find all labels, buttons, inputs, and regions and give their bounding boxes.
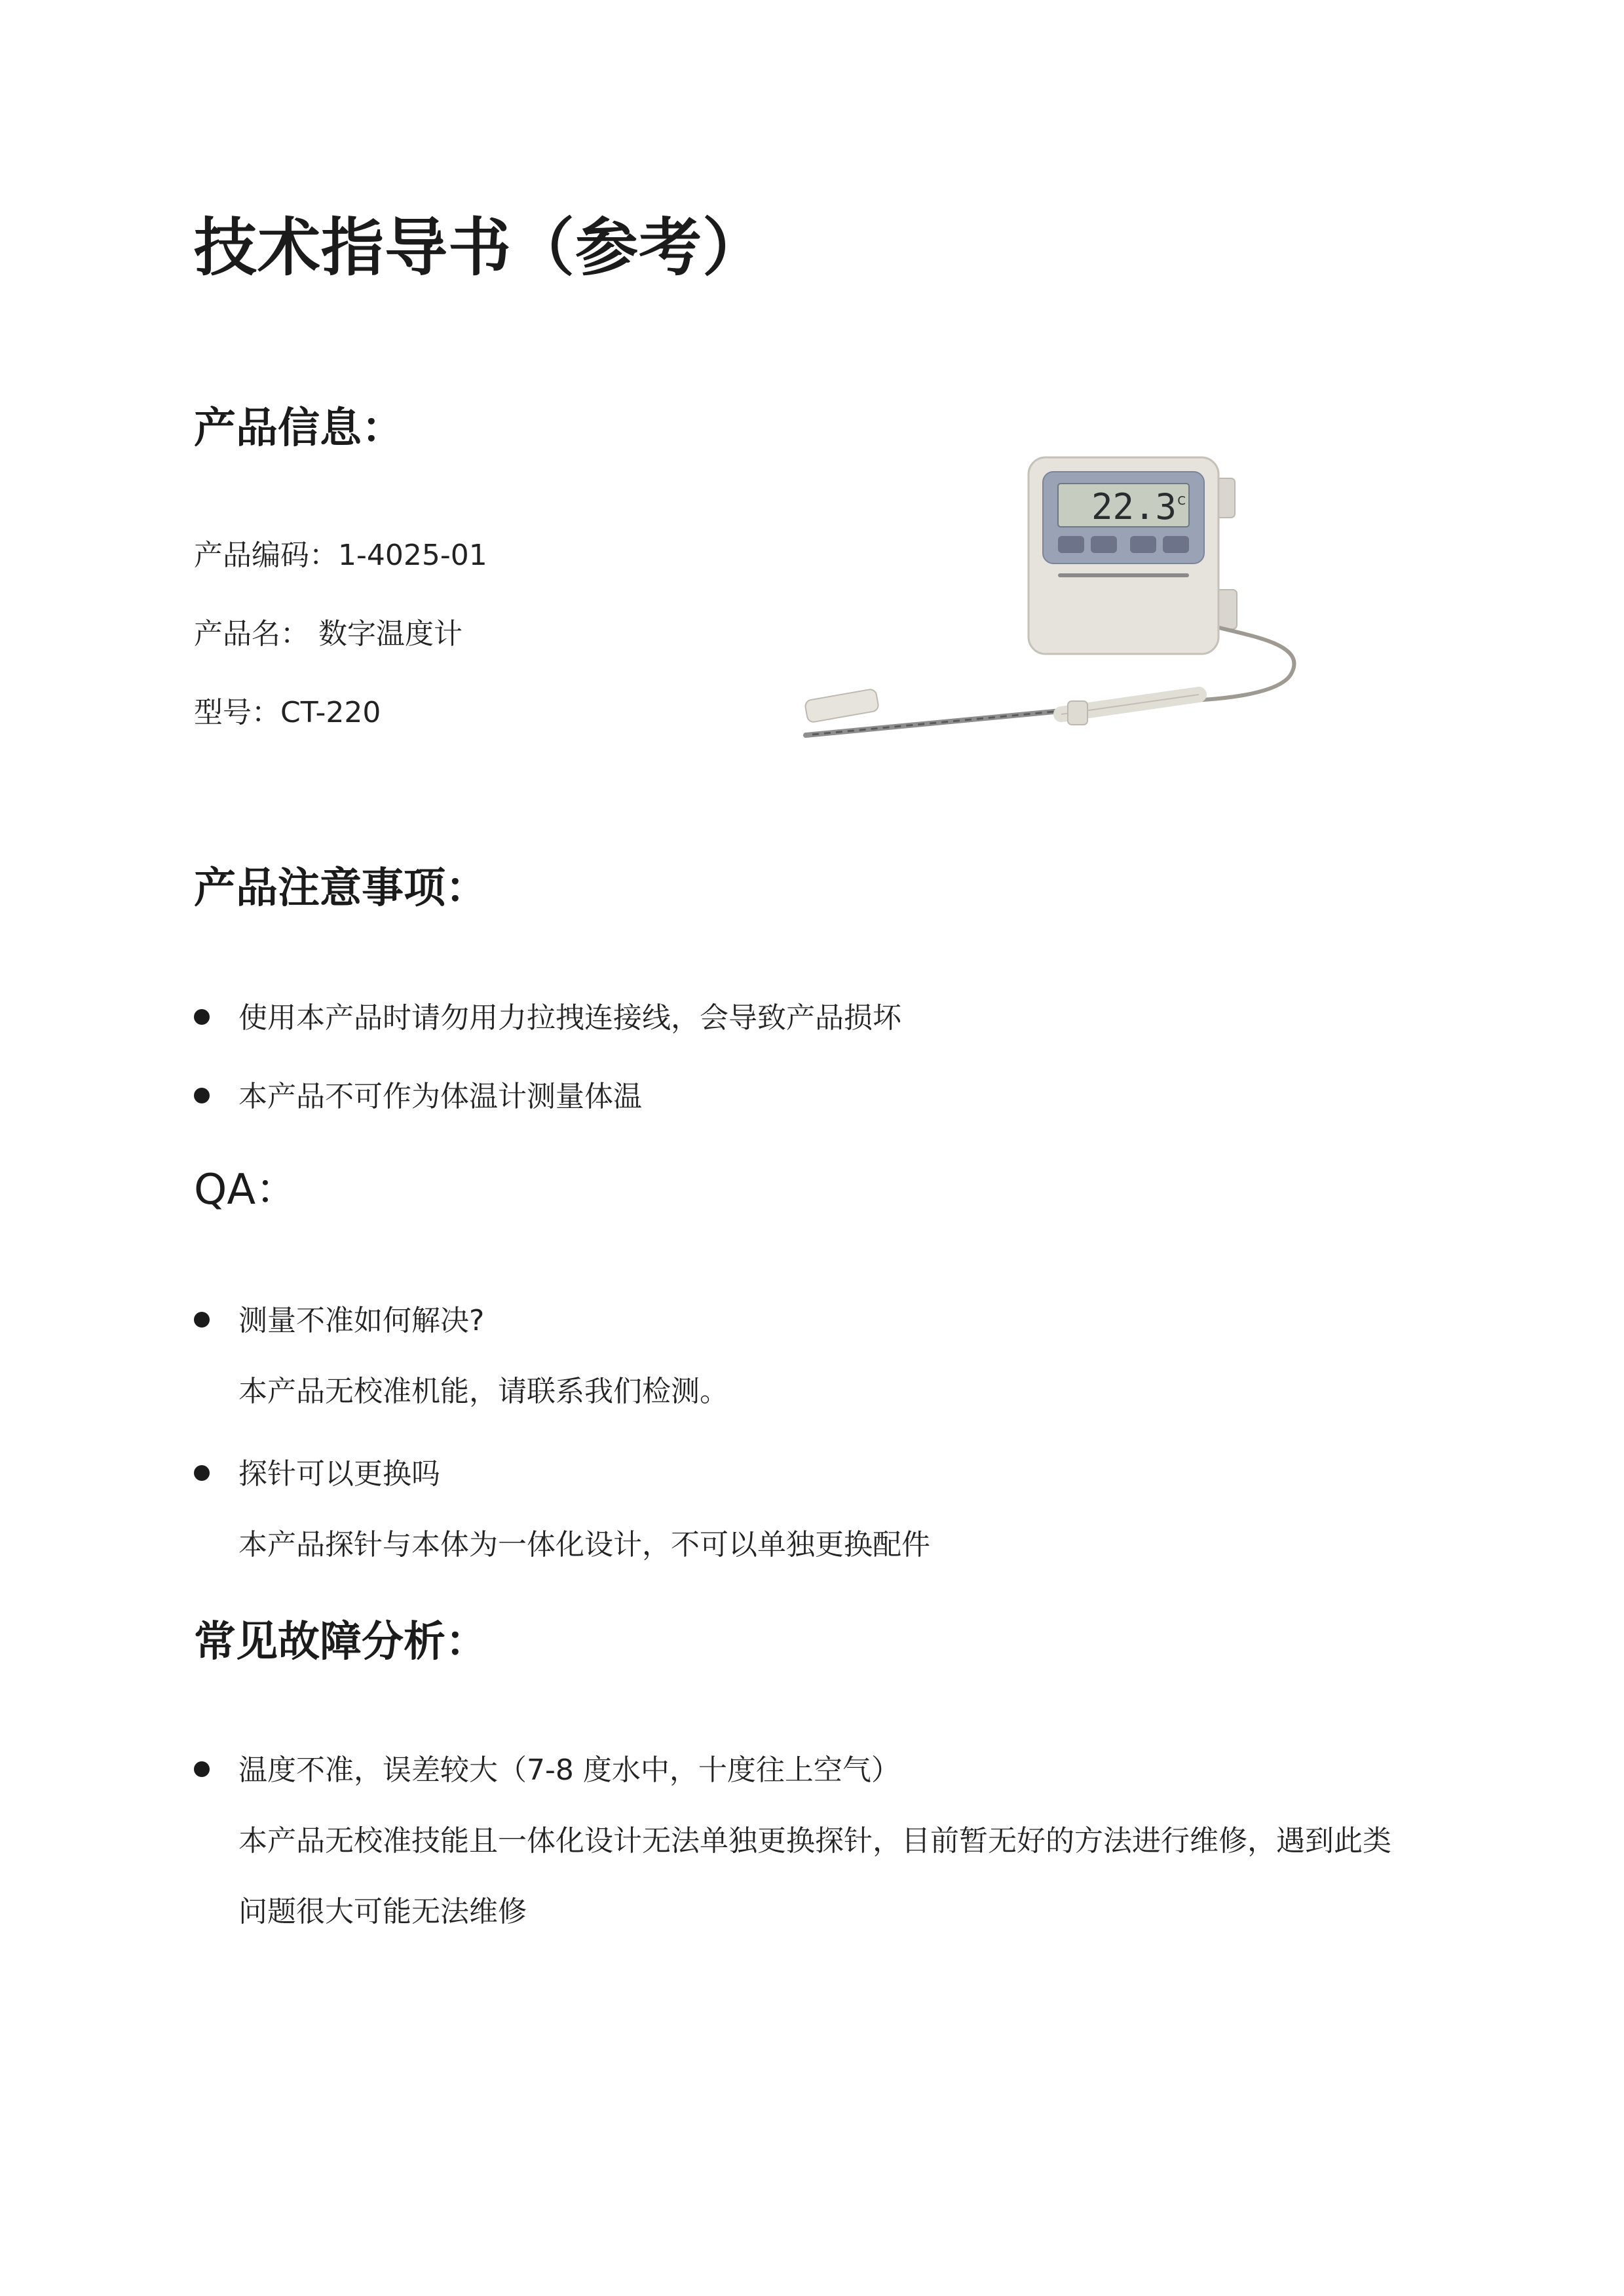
precautions-heading: 产品注意事项：: [194, 864, 487, 913]
qa-answer: 本产品探针与本体为一体化设计，不可以单独更换配件: [238, 1528, 930, 1561]
bullet-icon: [194, 1312, 210, 1328]
qa-answer: 本产品无校准机能，请联系我们检测。: [238, 1375, 728, 1408]
bullet-icon: [194, 1088, 210, 1103]
display-reading: 22.3: [1091, 486, 1177, 527]
document-title: 技术指导书（参考）: [194, 211, 766, 284]
qa-heading: QA：: [194, 1166, 298, 1214]
digital-thermometer-icon: [793, 452, 1317, 747]
list-item: [194, 1751, 900, 1790]
list-item: [194, 1455, 440, 1494]
list-item: [194, 1301, 484, 1341]
qa-question: 测量不准如何解决?: [238, 1304, 485, 1337]
product-info-heading: 产品信息：: [194, 404, 404, 453]
product-model: 型号：CT-220: [194, 696, 381, 729]
product-code: 产品编码：1-4025-01: [194, 539, 487, 572]
product-name: 产品名： 数字温度计: [194, 617, 463, 651]
svg-text:C: C: [1177, 494, 1186, 508]
precaution-text: 使用本产品时请勿用力拉拽连接线，会导致产品损坏: [238, 1001, 901, 1035]
precaution-text: 本产品不可作为体温计测量体温: [238, 1080, 642, 1113]
bullet-icon: [194, 1009, 210, 1025]
bullet-icon: [194, 1761, 210, 1777]
fault-issue: 温度不准，误差较大（7-8 度水中，十度往上空气）: [238, 1753, 900, 1787]
faults-heading: 常见故障分析：: [194, 1618, 487, 1666]
fault-answer: 本产品无校准技能且一体化设计无法单独更换探针，目前暂无好的方法进行维修，遇到此类: [238, 1824, 1391, 1858]
qa-question: 探针可以更换吗: [238, 1457, 440, 1491]
fault-answer: 问题很大可能无法维修: [238, 1895, 527, 1928]
bullet-icon: [194, 1465, 210, 1481]
list-item: [194, 1077, 642, 1117]
list-item: [194, 999, 901, 1038]
